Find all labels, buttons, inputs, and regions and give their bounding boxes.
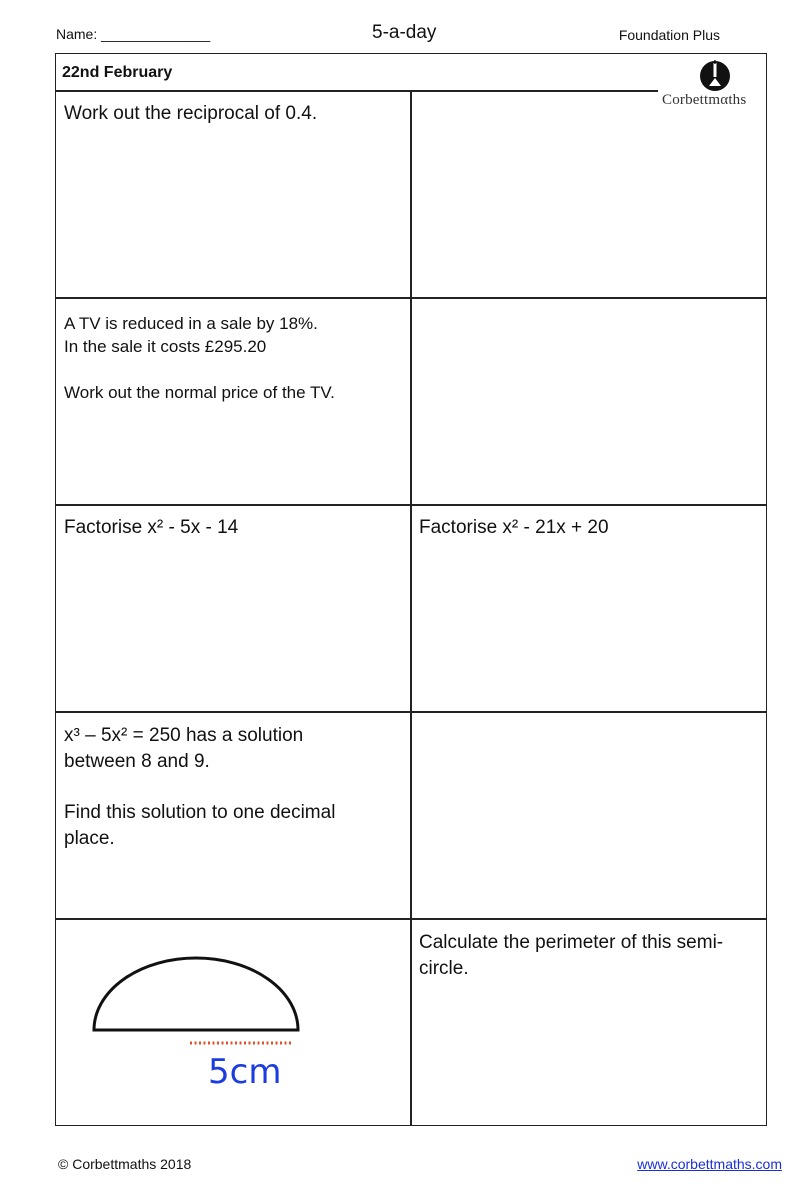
answer-box[interactable] bbox=[412, 299, 766, 503]
question-reciprocal: Work out the reciprocal of 0.4. bbox=[64, 103, 318, 124]
page-title: 5-a-day bbox=[372, 22, 437, 43]
logo-text: Corbettmαths bbox=[662, 92, 747, 108]
question-tv-line2: In the sale it costs £295.20 bbox=[64, 337, 267, 356]
date-heading: 22nd February bbox=[62, 64, 173, 81]
question-trial-line2: between 8 and 9. bbox=[64, 751, 210, 772]
corbettmaths-logo-icon bbox=[698, 60, 732, 92]
question-tv-line1: A TV is reduced in a sale by 18%. bbox=[64, 314, 318, 333]
footer-copyright: © Corbettmaths 2018 bbox=[58, 1156, 192, 1172]
name-field-label: Name: ______________ bbox=[56, 26, 211, 42]
radius-label: 5cm bbox=[208, 1052, 282, 1092]
question-tv-line3: Work out the normal price of the TV. bbox=[64, 383, 335, 402]
row-divider bbox=[55, 918, 767, 920]
footer-website-link[interactable]: www.corbettmaths.com bbox=[637, 1156, 782, 1172]
question-perimeter-line2: circle. bbox=[419, 958, 469, 979]
answer-box[interactable] bbox=[412, 713, 766, 917]
question-trial-line4: place. bbox=[64, 828, 115, 849]
semicircle-shape bbox=[94, 958, 298, 1030]
question-perimeter-line1: Calculate the perimeter of this semi- bbox=[419, 932, 724, 953]
answer-box[interactable] bbox=[412, 92, 766, 296]
level-label: Foundation Plus bbox=[618, 27, 720, 43]
question-factorise-2: Factorise x² - 21x + 20 bbox=[419, 517, 609, 538]
question-trial-line1: x³ – 5x² = 250 has a solution bbox=[64, 725, 304, 746]
row-divider bbox=[55, 504, 767, 506]
question-factorise-1: Factorise x² - 5x - 14 bbox=[64, 517, 239, 538]
semicircle-diagram bbox=[80, 930, 320, 1060]
question-trial-line3: Find this solution to one decimal bbox=[64, 802, 336, 823]
